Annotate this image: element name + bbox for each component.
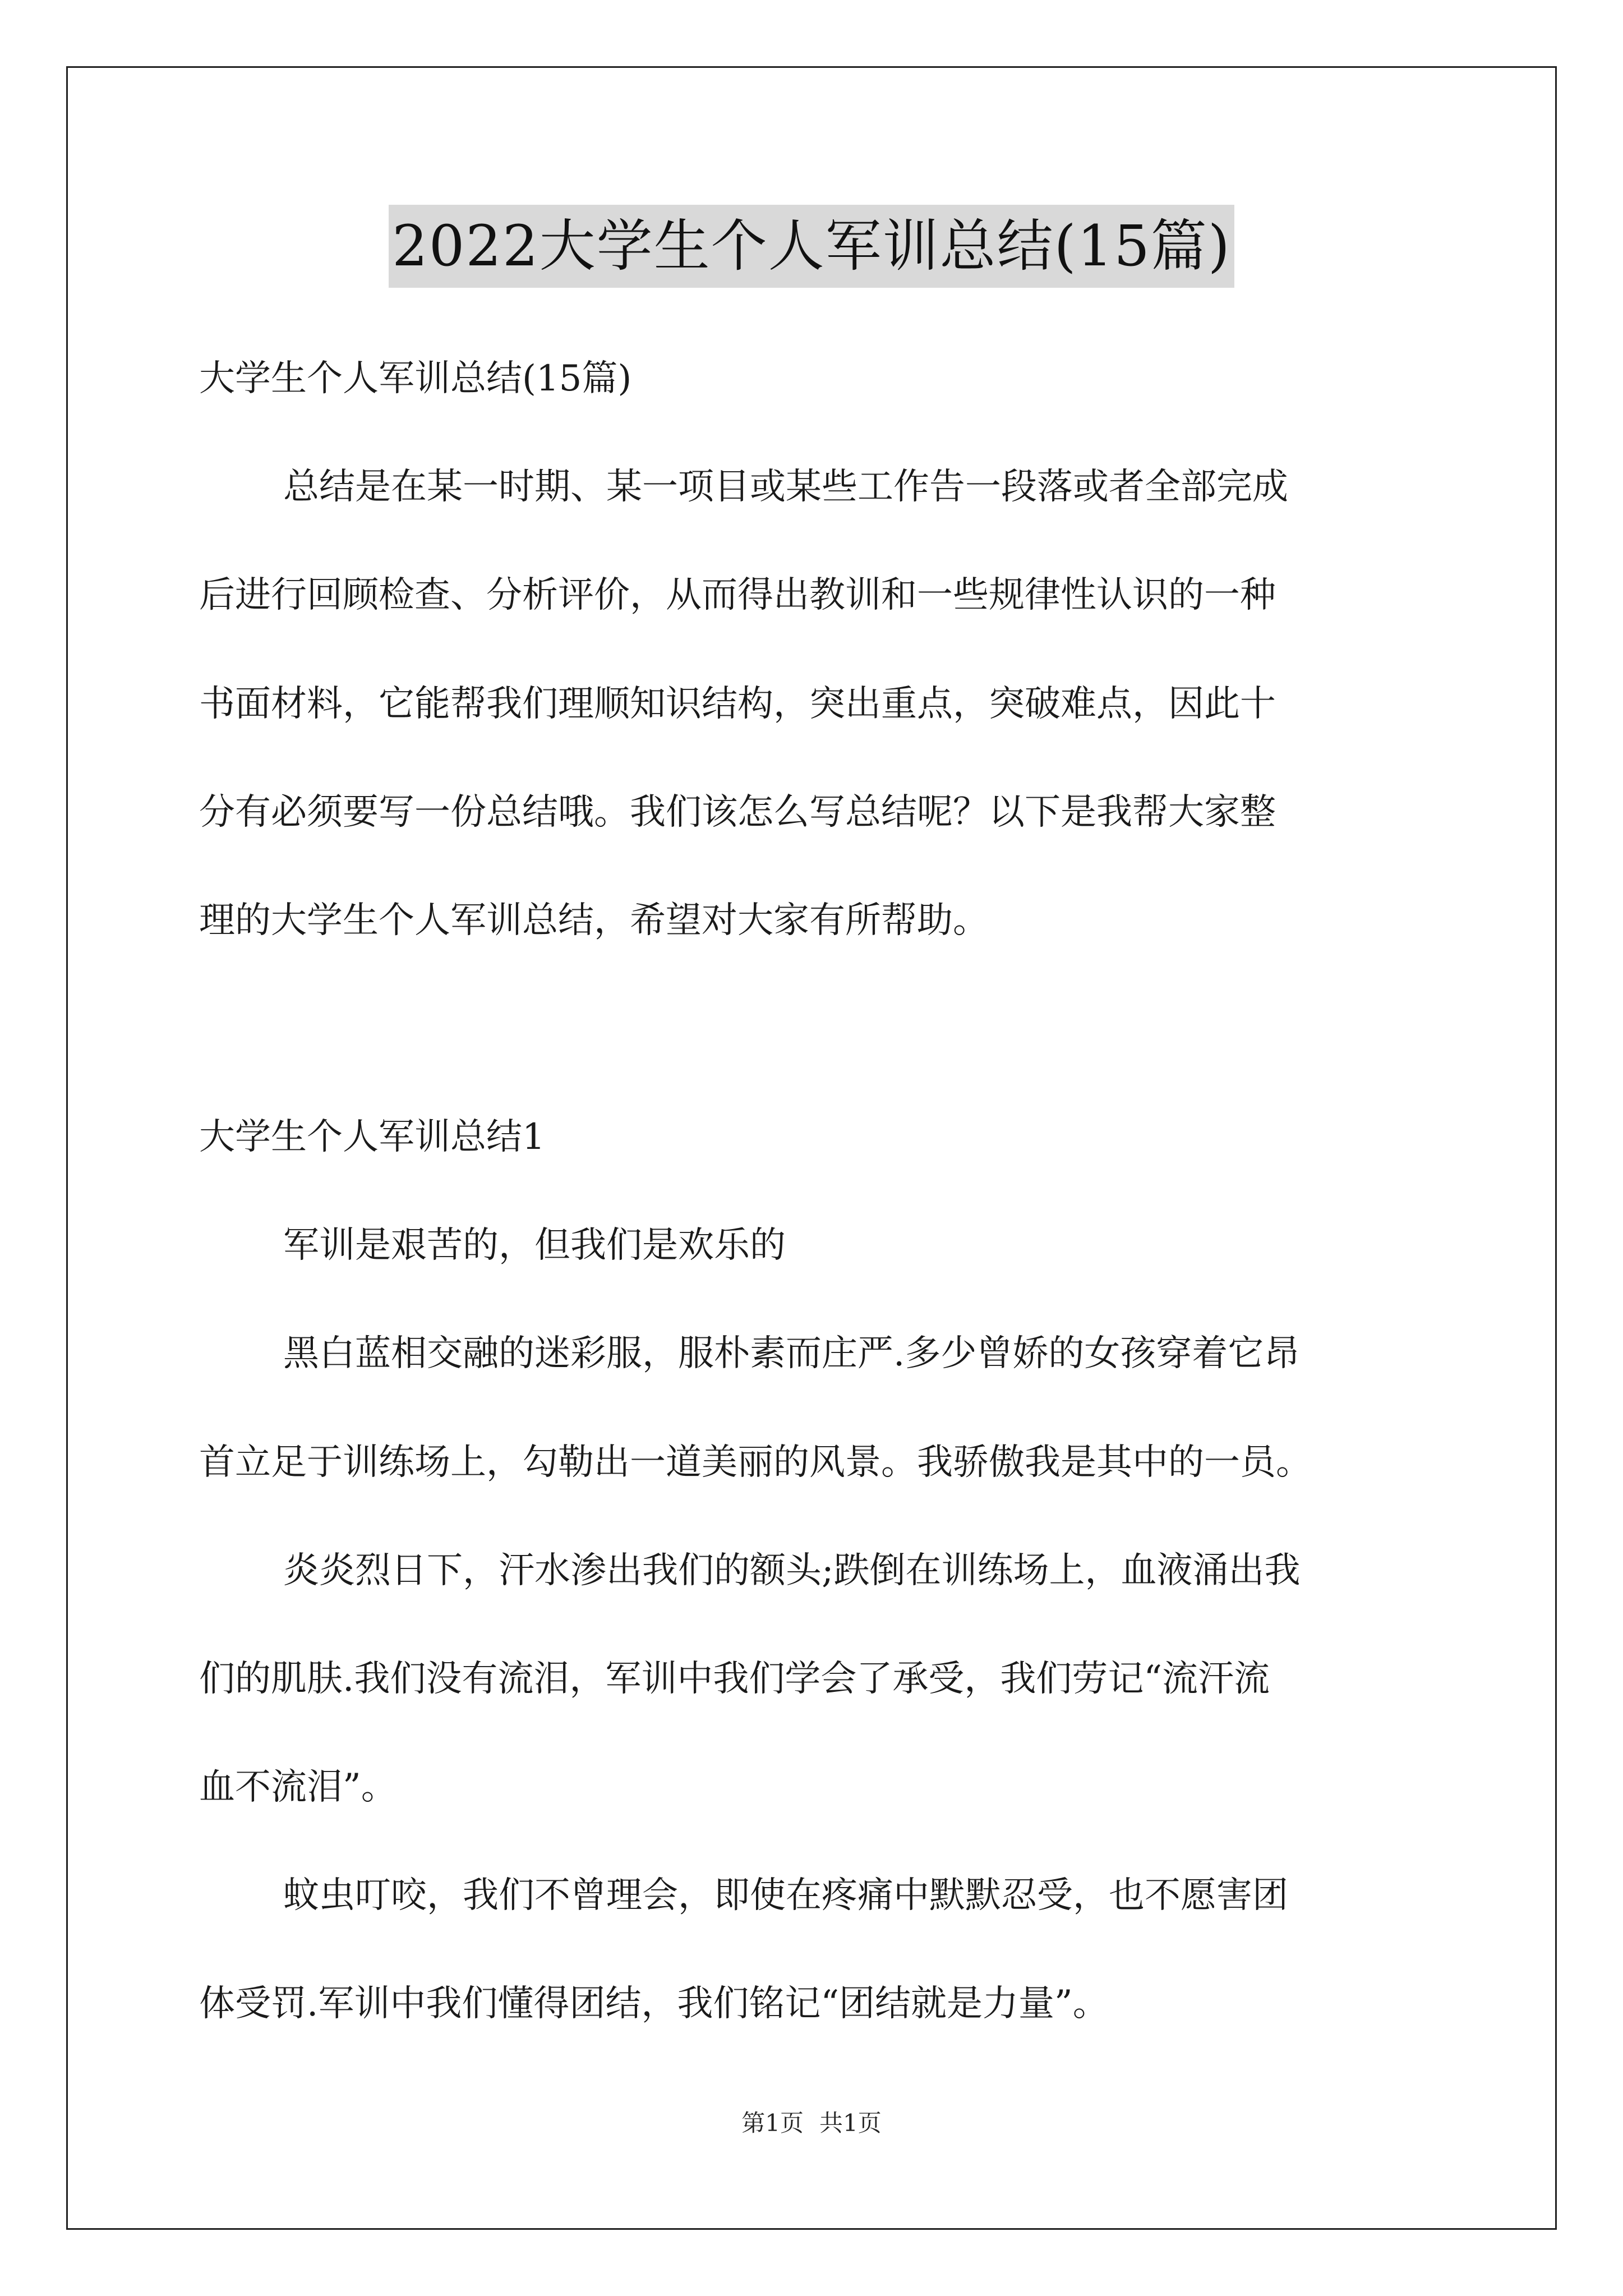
section-line: 军训是艰苦的，但我们是欢乐的 — [283, 1225, 786, 1266]
intro-line: 分有必须要写一份总结哦。我们该怎么写总结呢？以下是我帮大家整 — [199, 792, 1276, 833]
intro-line: 后进行回顾检查、分析评价，从而得出教训和一些规律性认识的一种 — [199, 574, 1276, 616]
section-line: 蚊虫叮咬，我们不曾理会，即使在疼痛中默默忍受，也不愿害团 — [283, 1875, 1288, 1916]
title-container — [0, 205, 1623, 288]
document-title: 2022大学生个人军训总结(15篇) — [389, 205, 1234, 288]
section-line: 炎炎烈日下，汗水渗出我们的额头;跌倒在训练场上，血液涌出我 — [283, 1550, 1301, 1591]
section-line: 们的肌肤.我们没有流泪，军训中我们学会了承受，我们劳记“流汗流 — [199, 1658, 1270, 1700]
section-line: 血不流泪”。 — [199, 1766, 397, 1808]
page-count: 共1页 — [819, 2109, 882, 2137]
section-line: 体受罚.军训中我们懂得团结，我们铭记“团结就是力量”。 — [199, 1983, 1109, 2024]
intro-line: 总结是在某一时期、某一项目或某些工作告一段落或者全部完成 — [283, 466, 1288, 508]
intro-line: 理的大学生个人军训总结，希望对大家有所帮助。 — [199, 900, 989, 941]
page-footer — [0, 2106, 1623, 2140]
section-line: 首立足于训练场上，勾勒出一道美丽的风景。我骄傲我是其中的一员。 — [199, 1442, 1312, 1483]
page-number: 第1页 — [741, 2109, 804, 2137]
section-heading: 大学生个人军训总结1 — [199, 1116, 545, 1158]
intro-line: 书面材料，它能帮我们理顺知识结构，突出重点，突破难点，因此十 — [199, 683, 1276, 725]
subtitle: 大学生个人军训总结(15篇) — [199, 358, 632, 399]
section-line: 黑白蓝相交融的迷彩服，服朴素而庄严.多少曾娇的女孩穿着它昂 — [283, 1333, 1300, 1374]
